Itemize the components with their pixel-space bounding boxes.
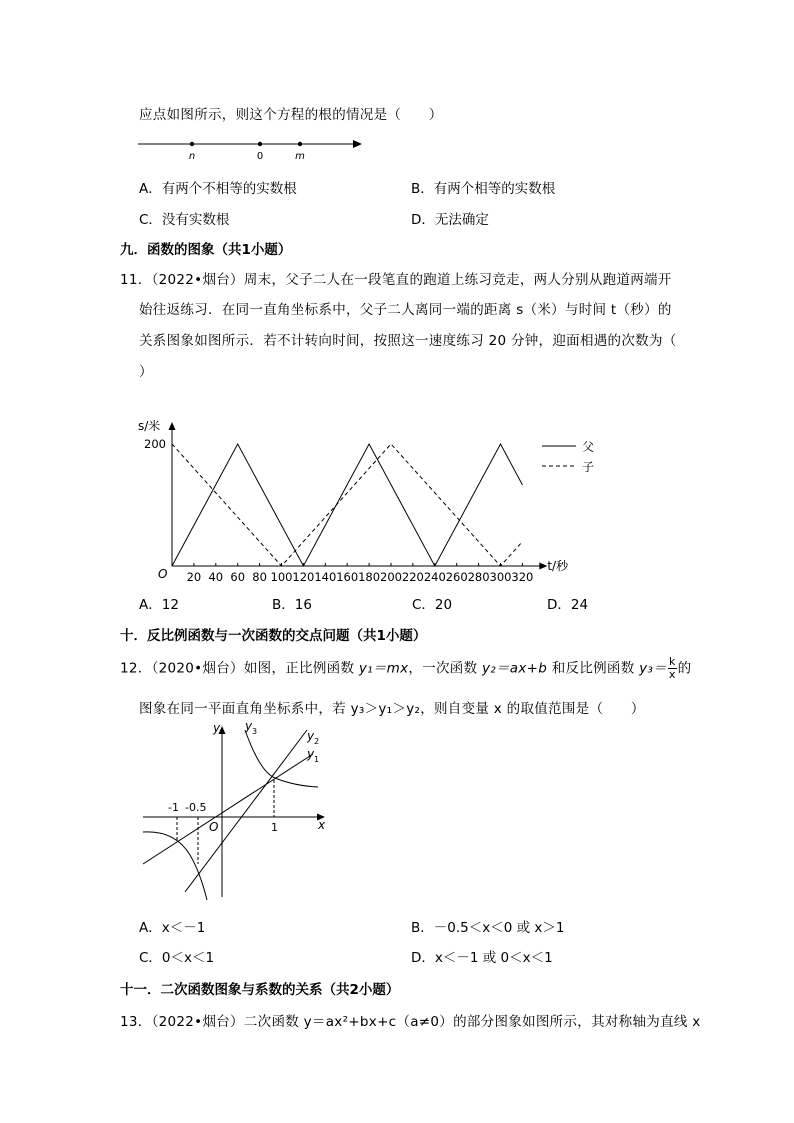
point-n xyxy=(190,142,194,146)
label-m: m xyxy=(295,151,305,162)
q12-option-c: C．0＜x＜1 xyxy=(139,950,215,966)
series-line-父 xyxy=(172,444,522,566)
x-tick-label-120: 120 xyxy=(292,570,315,584)
y-axis-label: s/米 xyxy=(138,419,161,433)
series-line-子 xyxy=(172,444,522,566)
section-11-title: 十一．二次函数图象与系数的关系（共2小题） xyxy=(120,982,400,998)
q10-option-b: B．有两个相等的实数根 xyxy=(411,181,556,197)
q10-option-c: C．没有实数根 xyxy=(139,212,230,228)
q11-line2: 始往返练习．在同一直角坐标系中，父子二人离同一端的距离 s（米）与时间 t（秒）的 xyxy=(139,302,672,318)
q12-option-a: A．x＜－1 xyxy=(139,920,206,936)
label-y3-sub: 3 xyxy=(252,727,258,736)
q12-line1-part-a: 12．（2020•烟台）如图，正比例函数 xyxy=(120,660,359,677)
x-tick-label-140: 140 xyxy=(314,570,337,584)
label-y2-sub: 2 xyxy=(314,737,320,746)
section-10-title: 十．反比例函数与一次函数的交点问题（共1小题） xyxy=(120,628,427,644)
q11-option-a: A．12 xyxy=(139,597,179,613)
q12-line2: 图象在同一平面直角坐标系中，若 y₃＞y₁＞y₂，则自变量 x 的取值范围是（ ） xyxy=(139,701,645,717)
q12-y1-equation: y₁＝mx xyxy=(358,660,409,677)
q12-option-b: B．－0.5＜x＜0 或 x＞1 xyxy=(411,920,565,936)
q12-line1-part-c: 和反比例函数 xyxy=(547,660,640,677)
x-tick-label-20: 20 xyxy=(186,570,202,584)
hyperbola-y3-branch-2 xyxy=(143,832,207,900)
q12-y2-equation: y₂＝ax+b xyxy=(481,660,548,677)
x-tick-label-80: 80 xyxy=(252,570,267,584)
q12-line1 xyxy=(120,656,691,681)
q12-line1-part-d: 的 xyxy=(677,660,692,677)
fraction-denominator: x xyxy=(668,668,676,681)
origin-label: O xyxy=(158,567,168,581)
x-tick-label-300: 300 xyxy=(489,570,512,584)
x-axis-label: t/秒 xyxy=(547,559,569,573)
q11-distance-time-chart xyxy=(130,412,620,587)
q12-function-graph xyxy=(135,712,335,902)
q11-option-d: D．24 xyxy=(547,597,589,613)
section-9-title: 九．函数的图象（共1小题） xyxy=(120,242,292,258)
x-tick-label-220: 220 xyxy=(401,570,424,584)
q11-line3: 关系图象如图所示．若不计转向时间，按照这一速度练习 20 分钟，迎面相遇的次数为（ xyxy=(139,333,677,349)
x-tick-label-280: 280 xyxy=(467,570,490,584)
q12-y3-equation: y₃＝ xyxy=(639,660,667,677)
label-x-axis: x xyxy=(318,818,326,832)
label-y-axis: y xyxy=(213,721,221,735)
y-axis-arrow xyxy=(169,422,176,430)
q11-option-b: B．16 xyxy=(272,597,312,613)
y-tick-label-200: 200 xyxy=(144,437,166,451)
q10-number-line xyxy=(130,135,370,165)
label-y1-sub: 1 xyxy=(314,755,320,764)
point-0 xyxy=(258,142,262,146)
label-x-neg05: -0.5 xyxy=(185,801,207,814)
q11-line4: ） xyxy=(139,364,153,380)
x-tick-label-40: 40 xyxy=(208,570,224,584)
q12-line1-part-b: ，一次函数 xyxy=(408,660,482,677)
q11-line1: 11．（2022•烟台）周末，父子二人在一段笔直的跑道上练习竞走，两人分别从跑道两端开 xyxy=(120,272,672,288)
x-tick-label-260: 260 xyxy=(445,570,468,584)
label-y3: y xyxy=(245,719,253,733)
x-tick-label-100: 100 xyxy=(270,570,293,584)
x-tick-label-240: 240 xyxy=(423,570,446,584)
q13-line1: 13．（2022•烟台）二次函数 y＝ax²+bx+c（a≠0）的部分图象如图所示，其对称轴为直线 x xyxy=(120,1014,701,1030)
q12-option-d: D．x＜－1 或 0＜x＜1 xyxy=(411,950,553,966)
x-tick-label-160: 160 xyxy=(336,570,359,584)
legend-label-子: 子 xyxy=(582,460,595,474)
fraction-numerator: k xyxy=(668,655,676,668)
label-origin: O xyxy=(209,820,219,834)
x-axis-arrow xyxy=(539,563,547,570)
number-line-arrow xyxy=(353,140,362,148)
label-y1: y xyxy=(307,747,315,761)
x-tick-label-200: 200 xyxy=(380,570,402,584)
label-0: 0 xyxy=(256,151,264,162)
q10-stem-tail: 应点如图所示，则这个方程的根的情况是（ ） xyxy=(139,107,443,123)
point-m xyxy=(298,142,302,146)
q10-option-a: A．有两个不相等的实数根 xyxy=(139,181,297,197)
x-tick-label-180: 180 xyxy=(358,570,381,584)
x-tick-label-320: 320 xyxy=(511,570,534,584)
q10-option-d: D．无法确定 xyxy=(411,212,489,228)
x-tick-label-60: 60 xyxy=(230,570,246,584)
legend-label-父: 父 xyxy=(582,440,595,454)
label-y2: y xyxy=(307,729,315,743)
label-x-neg1: -1 xyxy=(168,801,179,814)
label-n: n xyxy=(188,151,196,162)
label-x-1: 1 xyxy=(271,821,278,834)
q12-fraction xyxy=(668,656,677,681)
q11-option-c: C．20 xyxy=(412,597,453,613)
